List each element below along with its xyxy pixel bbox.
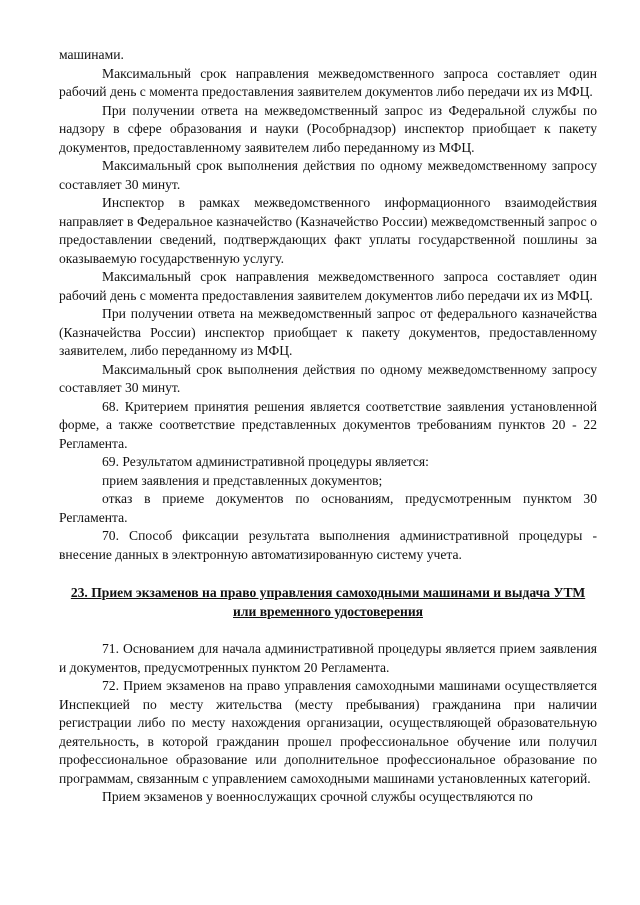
paragraph-70: 70. Способ фиксации результата выполнения административной процедуры - внесение данных в электронную автоматизированную систему учета. xyxy=(59,528,597,562)
paragraph-69-item: отказ в приеме документов по основаниям, предусмотренным пунктом 30 Регламента. xyxy=(59,491,597,525)
paragraph: При получении ответа на межведомственный запрос от федерального казначейства (Казначейства России) инспектор приобщает к пакету документов, предоставленному заявителем, либо переданному из МФЦ. xyxy=(59,306,597,358)
document-page xyxy=(59,46,597,807)
paragraph-71: 71. Основанием для начала административной процедуры является прием заявления и документов, предусмотренных пунктом 20 Регламента. xyxy=(59,641,597,675)
paragraph-69: 69. Результатом административной процедуры является: xyxy=(102,454,429,469)
paragraph: Инспектор в рамках межведомственного информационного взаимодействия направляет в Федеральное казначейство (Казначейство России) межведомственный запрос о предоставлении сведений, подтверждающих факт уплаты государственной пошлины за оказываемую государственную услугу. xyxy=(59,195,597,266)
paragraph: Максимальный срок направления межведомственного запроса составляет один рабочий день с момента предоставления заявителем документов либо передачи их из МФЦ. xyxy=(59,269,597,303)
paragraph: При получении ответа на межведомственный запрос из Федеральной службы по надзору в сфере образования и науки (Рособрнадзор) инспектор приобщает к пакету документов, предоставленному заявителем либо переданному из МФЦ. xyxy=(59,102,597,155)
paragraph: Максимальный срок выполнения действия по одному межведомственному запросу составляет 30 минут. xyxy=(59,361,597,395)
paragraph-68: 68. Критерием принятия решения является соответствие заявления установленной форме, а также соответствие представленных документов требованиям пунктов 20 - 22 Регламента. xyxy=(59,398,597,451)
paragraph: Максимальный срок выполнения действия по одному межведомственному запросу составляет 30 минут. xyxy=(59,158,597,192)
paragraph-continuation: машинами. xyxy=(59,47,124,62)
paragraph-continued: Прием экзаменов у военнослужащих срочной службы осуществляются по xyxy=(102,789,533,804)
paragraph: Максимальный срок направления межведомственного запроса составляет один рабочий день с момента предоставления заявителем документов либо передачи их из МФЦ. xyxy=(59,65,597,99)
section-heading: 23. Прием экзаменов на право управления самоходными машинами и выдача УТМ или временного удостоверения xyxy=(70,585,586,619)
paragraph-69-item: прием заявления и представленных документов; xyxy=(102,472,383,488)
paragraph-72: 72. Прием экзаменов на право управления самоходными машинами осуществляется Инспекцией по месту жительства (месту пребывания) гражданина при наличии регистрации либо по месту нахождения организации, осуществляющей образовательную деятельность, в которой гражданин прошел профессиональное обучение или получил профессиональное образование или дополнительное профессиональное образование по программам, связанным с управлением самоходными машинами установленных категорий. xyxy=(59,678,597,786)
